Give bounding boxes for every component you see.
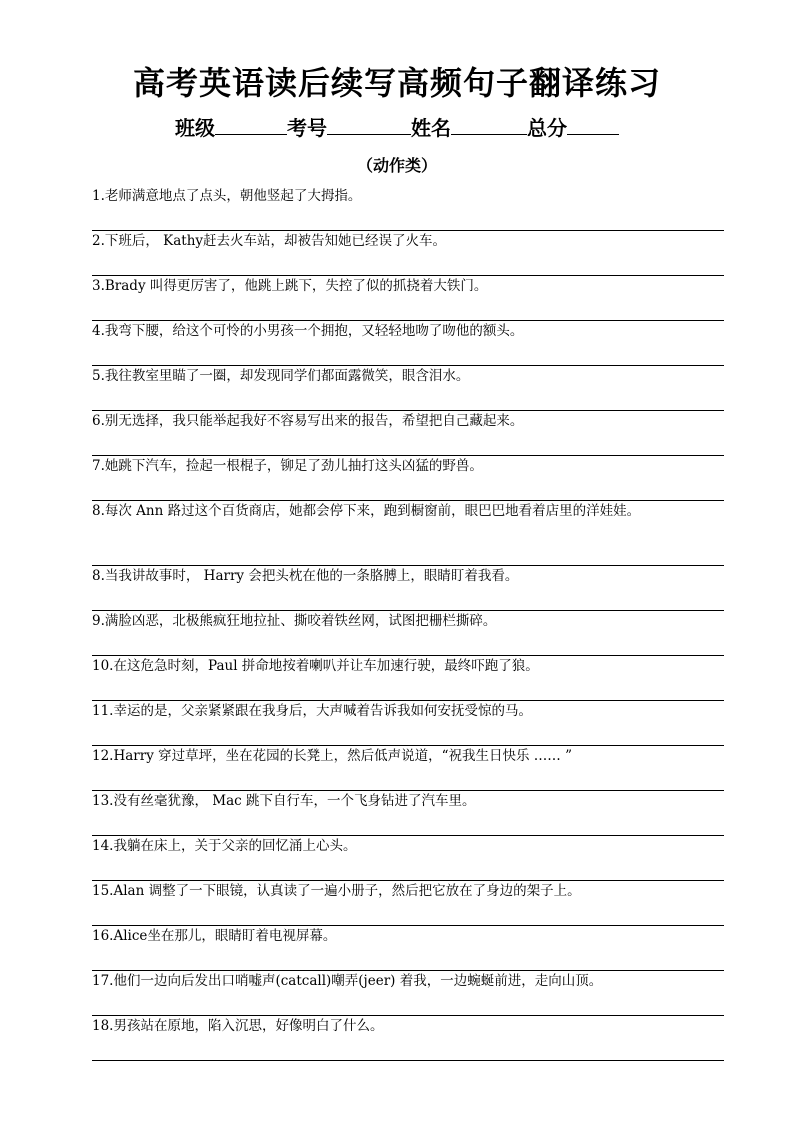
- exercise-sentence: 8.当我讲故事时， Harry 会把头枕在他的一条胳膊上，眼睛盯着我看。: [92, 568, 519, 584]
- exam-number-label: 考号: [287, 116, 327, 140]
- exercise-sentence: 2.下班后， Kathy赶去火车站，却被告知她已经误了火车。: [92, 233, 447, 249]
- exercise-item: [92, 926, 724, 971]
- exercise-item: [92, 746, 724, 791]
- exercise-sentence: 12.Harry 穿过草坪，坐在花园的长凳上，然后低声说道，“祝我生日快乐 …… ”: [92, 748, 573, 764]
- exercise-item: [92, 501, 724, 566]
- exercise-sentence: 5.我往教室里瞄了一圈，却发现同学们都面露微笑，眼含泪水。: [92, 368, 470, 384]
- exercise-item: [92, 186, 724, 231]
- exercise-sentence: 15.Alan 调整了一下眼镜，认真读了一遍小册子，然后把它放在了身边的架子上。: [92, 883, 581, 899]
- exercise-item: [92, 971, 724, 1016]
- exercise-sentence: 11.幸运的是，父亲紧紧跟在我身后，大声喊着告诉我如何安抚受惊的马。: [92, 703, 532, 719]
- exercise-sentence: 7.她跳下汽车，捡起一根棍子，铆足了劲儿抽打这头凶猛的野兽。: [92, 458, 483, 474]
- class-blank: [215, 116, 287, 135]
- exercise-item: [92, 611, 724, 656]
- exam-number-blank: [327, 116, 411, 135]
- exercise-sentence: 18.男孩站在原地，陷入沉思，好像明白了什么。: [92, 1018, 384, 1034]
- name-blank: [451, 116, 527, 135]
- exercise-item: [92, 656, 724, 701]
- exercise-sentence: 9.满脸凶恶，北极熊疯狂地拉扯、撕咬着铁丝网，试图把栅栏撕碎。: [92, 613, 497, 629]
- exercise-item: [92, 881, 724, 926]
- exercise-item: [92, 1016, 724, 1061]
- exercise-sentence: 8.每次 Ann 路过这个百货商店，她都会停下来，跑到橱窗前，眼巴巴地看着店里的洋娃娃。: [92, 503, 641, 519]
- exercise-item: [92, 456, 724, 501]
- exercise-sentence: 17.他们一边向后发出口哨嘘声(catcall)嘲弄(jeer) 着我，一边蜿蜒前进，走向山顶。: [92, 973, 603, 989]
- exercise-sentence: 16.Alice坐在那儿，眼睛盯着电视屏幕。: [92, 928, 337, 944]
- exercise-item: [92, 411, 724, 456]
- class-label: 班级: [175, 116, 215, 140]
- exercise-list: [92, 186, 724, 1061]
- worksheet-title: 高考英语读后续写高频句子翻译练习: [132, 64, 661, 102]
- total-score-blank: [567, 116, 619, 135]
- exercise-item: [92, 276, 724, 321]
- name-label: 姓名: [411, 116, 451, 140]
- exercise-sentence: 13.没有丝毫犹豫， Mac 跳下自行车，一个飞身钻进了汽车里。: [92, 793, 476, 809]
- exercise-item: [92, 836, 724, 881]
- exercise-sentence: 4.我弯下腰，给这个可怜的小男孩一个拥抱，又轻轻地吻了吻他的额头。: [92, 323, 524, 339]
- exercise-sentence: 14.我躺在床上，关于父亲的回忆涌上心头。: [92, 838, 357, 854]
- exercise-sentence: 1.老师满意地点了点头，朝他竖起了大拇指。: [92, 188, 362, 204]
- exercise-item: [92, 231, 724, 276]
- exercise-item: [92, 566, 724, 611]
- category-heading: （动作类）: [356, 156, 437, 175]
- total-score-label: 总分: [527, 116, 567, 140]
- exercise-item: [92, 701, 724, 746]
- exercise-sentence: 6.别无选择，我只能举起我好不容易写出来的报告，希望把自己藏起来。: [92, 413, 524, 429]
- exercise-sentence: 10.在这危急时刻，Paul 拼命地按着喇叭并让车加速行驶，最终吓跑了狼。: [92, 658, 539, 674]
- exercise-item: [92, 791, 724, 836]
- exercise-sentence: 3.Brady 叫得更厉害了，他跳上跳下，失控了似的抓挠着大铁门。: [92, 278, 488, 294]
- exercise-item: [92, 366, 724, 411]
- exercise-item: [92, 321, 724, 366]
- student-info-line: [0, 112, 794, 141]
- answer-line: [92, 1060, 724, 1061]
